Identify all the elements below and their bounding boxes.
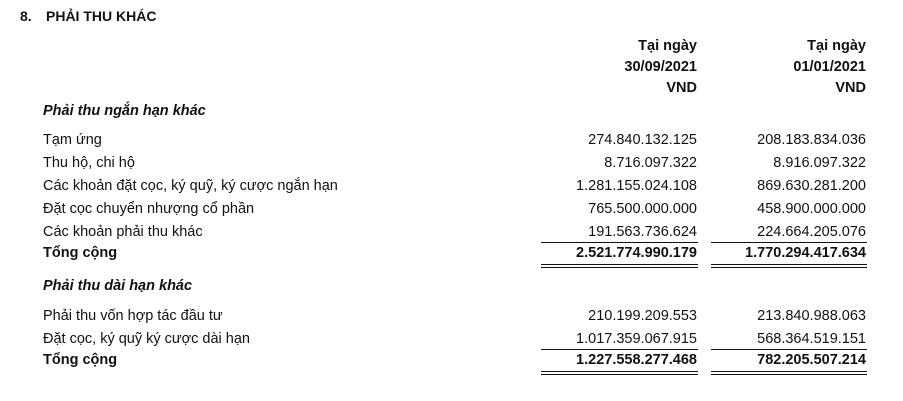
row-value-2021-01: 208.183.834.036 [757, 132, 866, 148]
row-value-2021-09: 1.281.155.024.108 [576, 178, 697, 194]
row-value-2021-01: 458.900.000.000 [757, 201, 866, 217]
total-value-2021-09: 1.227.558.277.468 [576, 352, 697, 368]
column-header-1-date: 30/09/2021 [624, 59, 697, 75]
row-label: Đặt cọc chuyển nhượng cổ phần [43, 201, 255, 217]
row-value-2021-01: 213.840.988.063 [757, 308, 866, 324]
short-term-title: Phải thu ngắn hạn khác [43, 103, 206, 119]
row-value-2021-01: 224.664.205.076 [757, 224, 866, 240]
subtotal-line [711, 349, 867, 350]
column-header-1-unit: VND [666, 80, 697, 96]
total-label: Tổng cộng [43, 352, 118, 368]
column-header-1-line1: Tại ngày [638, 38, 697, 54]
row-label: Các khoản đặt cọc, ký quỹ, ký cược ngắn hạn [43, 178, 338, 194]
row-label: Các khoản phải thu khác [43, 224, 203, 240]
section-heading [20, 8, 156, 24]
row-value-2021-01: 869.630.281.200 [757, 178, 866, 194]
double-underline [711, 371, 867, 375]
total-label: Tổng cộng [43, 245, 118, 261]
subtotal-line [541, 242, 698, 243]
row-value-2021-09: 191.563.736.624 [588, 224, 697, 240]
row-label: Đặt cọc, ký quỹ ký cược dài hạn [43, 331, 250, 347]
row-value-2021-09: 210.199.209.553 [588, 308, 697, 324]
row-value-2021-01: 8.916.097.322 [773, 155, 866, 171]
row-label: Thu hộ, chi hộ [43, 155, 135, 171]
row-label: Phải thu vốn hợp tác đầu tư [43, 308, 223, 324]
column-header-2 [793, 36, 866, 99]
double-underline [541, 264, 698, 268]
double-underline [711, 264, 867, 268]
row-value-2021-09: 1.017.359.067.915 [576, 331, 697, 347]
subtotal-line [711, 242, 867, 243]
column-header-2-date: 01/01/2021 [793, 59, 866, 75]
row-label: Tạm ứng [43, 132, 102, 148]
total-value-2021-09: 2.521.774.990.179 [576, 245, 697, 261]
column-header-2-unit: VND [835, 80, 866, 96]
row-value-2021-09: 274.840.132.125 [588, 132, 697, 148]
row-value-2021-09: 8.716.097.322 [604, 155, 697, 171]
section-number: 8. [20, 8, 32, 24]
total-value-2021-01: 782.205.507.214 [757, 352, 866, 368]
total-value-2021-01: 1.770.294.417.634 [745, 245, 866, 261]
subtotal-line [541, 349, 698, 350]
row-value-2021-09: 765.500.000.000 [588, 201, 697, 217]
long-term-title: Phải thu dài hạn khác [43, 278, 193, 294]
column-header-1 [624, 36, 697, 99]
column-header-2-line1: Tại ngày [807, 38, 866, 54]
section-title: PHẢI THU KHÁC [46, 8, 157, 24]
row-value-2021-01: 568.364.519.151 [757, 331, 866, 347]
double-underline [541, 371, 698, 375]
